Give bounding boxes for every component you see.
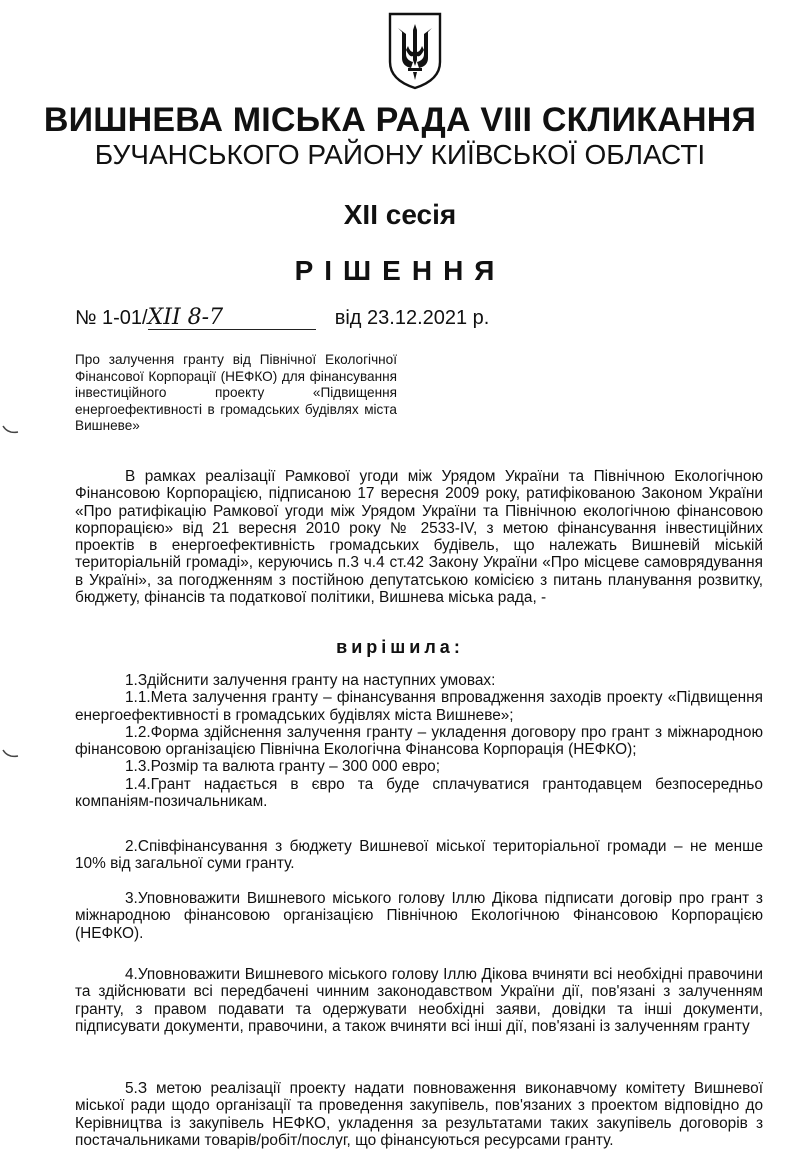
decision-items — [75, 672, 763, 810]
decision-number-prefix: № 1-01/ — [75, 307, 148, 329]
decided-heading: вирішила: — [336, 637, 464, 657]
item-1-2: 1.2.Форма здійснення залучення гранту – укладення договору про грант з міжнародною фінансовою організацією Північна Екологічна Фінансова Корпорація (НЕФКО); — [75, 723, 763, 759]
handwritten-number: XII 8-7 — [148, 307, 316, 330]
item-5: 5.З метою реалізації проекту надати повноваження виконавчому комітету Вишневої міської ради щодо організації та проведення закупівель, пов'язаних з проектом відповідно до Керівництва із закупівель НЕФКО, укладення за результатами таких закупівель договорів з постачальниками товарів/робіт/послуг, що фінансуються ресурсами гранту. — [75, 1080, 763, 1149]
decision-number-line — [75, 304, 489, 332]
decision-subject: Про залучення гранту від Північної Екологічної Фінансової Корпорації (НЕФКО) для фінансування інвестиційного проекту «Підвищення енергоефективності в громадських будівлях міста Вишневе» — [75, 352, 397, 433]
item-1-3: 1.3.Розмір та валюта гранту – 300 000 евро; — [125, 758, 441, 776]
decision-date: від 23.12.2021 р. — [334, 307, 490, 329]
session-title: XII сесія — [343, 199, 457, 230]
scan-margin-mark — [2, 748, 20, 760]
district-subtitle: БУЧАНСЬКОГО РАЙОНУ КИЇВСЬКОЇ ОБЛАСТІ — [94, 139, 706, 170]
item-1-1: 1.1.Мета залучення гранту – фінансування впровадження заходів проекту «Підвищення енергоефективності в громадських будівлях міста Вишневе»; — [75, 689, 763, 724]
item-3: 3.Уповноважити Вишневого міського голову Іллю Дікова підписати договір про грант з міжнародною фінансовою організацією Північною Екологічною Фінансовою Корпорацією (НЕФКО). — [75, 890, 763, 942]
coat-of-arms-icon — [386, 10, 444, 92]
item-2: 2.Співфінансування з бюджету Вишневої міської територіальної громади – не менше 10% від загальної суми гранту. — [75, 838, 763, 873]
item-1-4: 1.4.Грант надається в євро та буде сплачуватися грантодавцем безпосередньо компаніям-позичальникам. — [75, 775, 763, 811]
preamble-paragraph: В рамках реалізації Рамкової угоди між Урядом України та Північною Екологічною Фінансовою Корпорацією, підписаною 17 вересня 2009 року, ратифікованою Законом України «Про ратифікацію Рамкової угоди між Урядом України та Північною екологічною фінансовою корпорацією» від 21 вересня 2010 року № 2533-IV, з метою фінансування інвестиційних проектів в енергоефективність громадських будівель, що належать Вишневій міській територіальній громаді», керуючись п.3 ч.4 ст.42 Закону України «Про місцеве самоврядування в Україні», за погодженням з постійною депутатською комісією з питань планування розвитку, бюджету, фінансів та податкової політики, Вишнева міська рада, - — [75, 468, 763, 607]
item-4: 4.Уповноважити Вишневого міського голову Іллю Дікова вчиняти всі необхідні правочини та здійснювати всі передбачені чинним законодавством України дії, пов'язані з залученням гранту, з правом подавати та одержувати необхідні заяви, довідки та інші документи, підписувати документи, правочини, а також вчиняти всі інші дії, пов'язані із залученням гранту — [75, 966, 763, 1035]
document-type-title: РІШЕННЯ — [294, 255, 506, 286]
council-title: ВИШНЕВА МІСЬКА РАДА VIII СКЛИКАННЯ — [43, 101, 757, 139]
item-1: 1.Здійснити залучення гранту на наступних умовах: — [125, 672, 496, 689]
scan-margin-mark — [2, 424, 20, 436]
